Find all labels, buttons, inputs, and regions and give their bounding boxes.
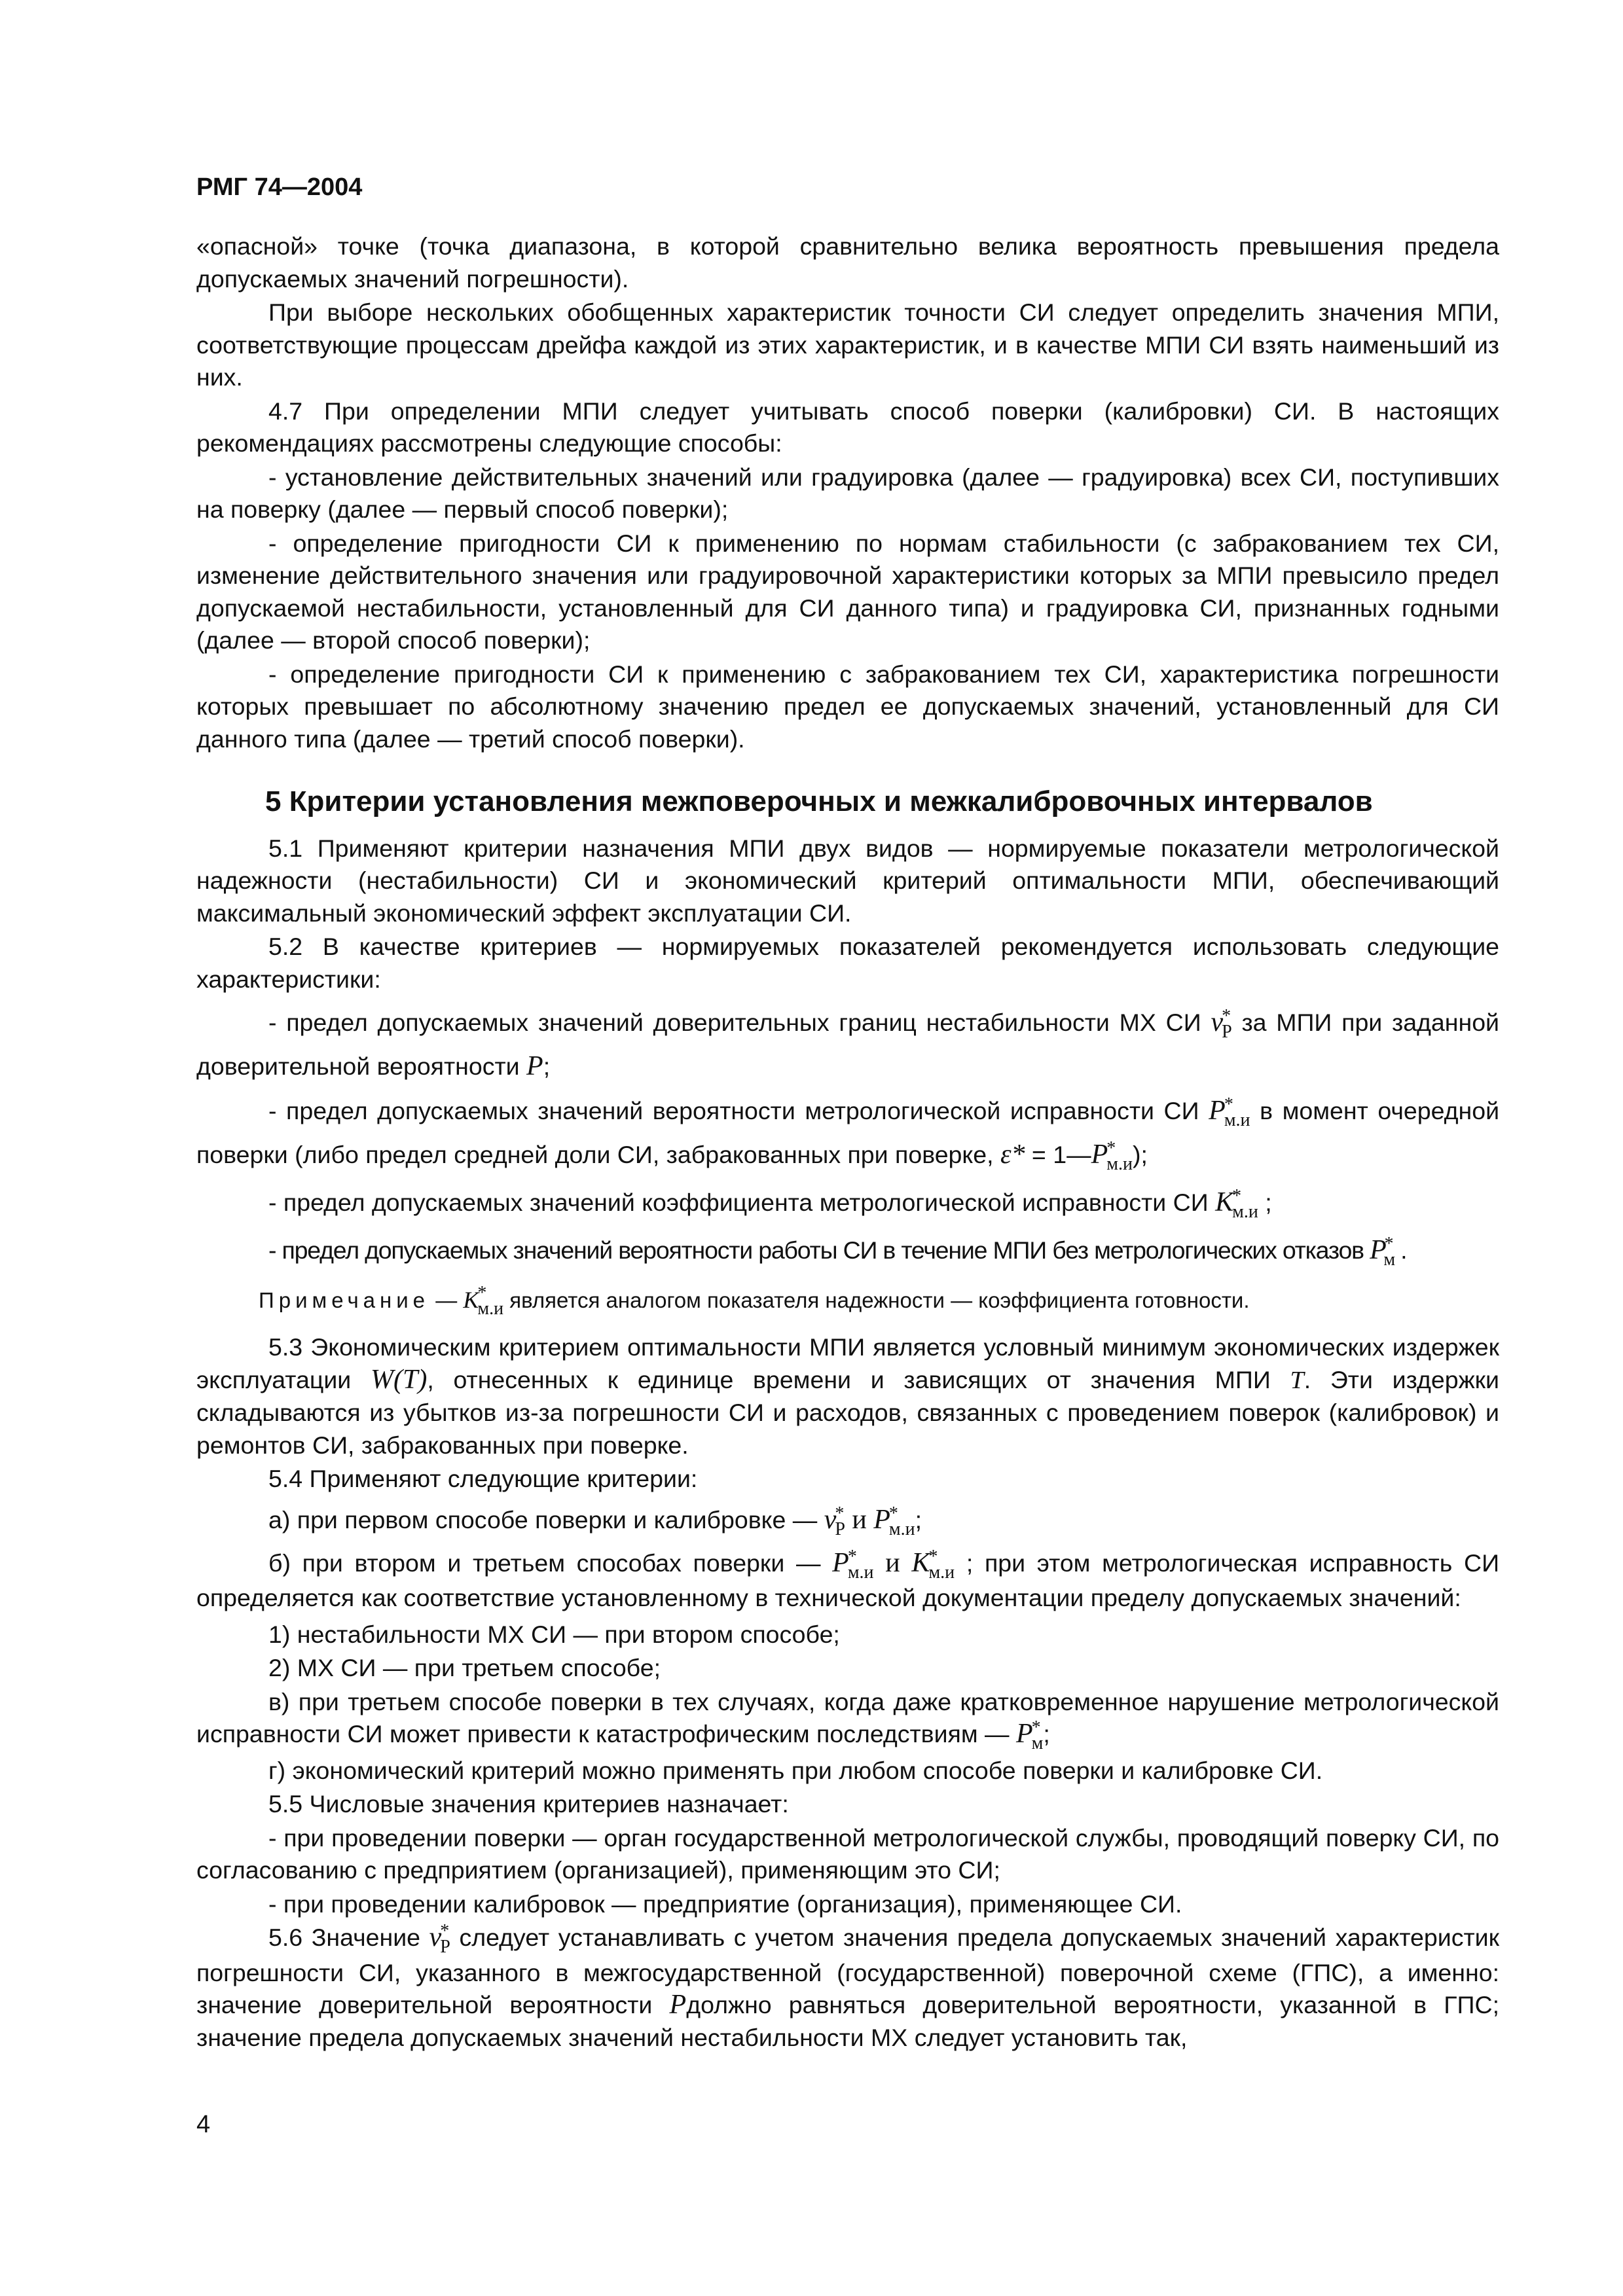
criterion-b: б) при втором и третьем способах поверки — $P^*_{м.и}$ и $K^*_{м.и}$ ; при этом метрологическая исправность СИ определяется как соответствие установленному в технической документации пределу допускаемых значений:: [196, 1546, 1500, 1611]
list-item: - при проведении калибровок — предприятие (организация), применяющее СИ.: [268, 1890, 1182, 1918]
paragraph-5-6: 5.6 Значение $\nu^*_P$ следует устанавливать с учетом значения предела допускаемых значений характеристик погрешности СИ, указанного в межгосударственной (государственной) поверочной схеме (ГПС), а именно: значение доверительной вероятности Pдолжно равняться доверительной вероятности, указанной в ГПС; значение предела допускаемых значений нестабильности МХ следует установить так,: [196, 1921, 1500, 2051]
list-item: - при проведении поверки — орган государственной метрологической службы, проводящий поверку СИ, по согласованию с предприятием (организацией), применяющим это СИ;: [196, 1823, 1499, 1884]
formula-w-t: W(T): [371, 1364, 428, 1395]
formula-nu-p: $\nu^*_P$: [824, 1503, 845, 1539]
section-heading: 5 Критерии установления межповерочных и межкалибровочных интервалов: [265, 785, 1373, 817]
formula-k-mi: $K^*_{м.и}$: [463, 1283, 504, 1319]
note: Примечание — $K^*_{м.и}$ является аналогом показателя надежности — коэффициента готовности.: [259, 1283, 1250, 1319]
paragraph-5-1: 5.1 Применяют критерии назначения МПИ двух видов — нормируемые показатели метрологической надежности (нестабильности) СИ и экономический критерий оптимальности МПИ, обеспечивающий максимальный экономический эффект эксплуатации СИ.: [196, 834, 1499, 927]
formula-p-mi: $P^*_{м.и}$: [1091, 1138, 1133, 1174]
criterion-v: в) при третьем способе поверки в тех случаях, когда даже кратковременное нарушение метрологической исправности СИ может привести к катастрофическим последствиям — $P^*_м$;: [196, 1687, 1499, 1753]
formula-p-mi: $P^*_{м.и}$: [1209, 1094, 1250, 1130]
paragraph: «опасной» точке (точка диапазона, в которой сравнительно велика вероятность превышения предела допускаемых значений погрешности).: [196, 232, 1499, 293]
list-item: - установление действительных значений или градуировка (далее — градуировка) всех СИ, поступивших на поверку (далее — первый способ поверки);: [196, 463, 1499, 523]
paragraph-5-4: 5.4 Применяют следующие критерии:: [268, 1465, 698, 1492]
paragraph-5-2: 5.2 В качестве критериев — нормируемых показателей рекомендуется использовать следующие характеристики:: [196, 933, 1499, 993]
formula-nu-p: $\nu^*_P$: [429, 1921, 450, 1957]
paragraph: При выборе нескольких обобщенных характеристик точности СИ следует определить значения МПИ, соответствующие процессам дрейфа каждой из этих характеристик, и в качестве МПИ СИ взять наименьший из них.: [196, 298, 1499, 391]
formula-nu-p: $\nu^*_P$: [1211, 1006, 1232, 1042]
criterion-g: г) экономический критерий можно применять при любом способе поверки и калибровке СИ.: [268, 1756, 1323, 1784]
formula-p-m: $P^*_м$: [1370, 1234, 1395, 1270]
paragraph-5-3: 5.3 Экономическим критерием оптимальности МПИ является условный минимум экономических издержек эксплуатации W(T), отнесенных к единице времени и зависящих от значения МПИ T. Эти издержки складываются из убытков из-за погрешности СИ и расходов, связанных с проведением поверок (калибровок) и ремонтов СИ, забракованных при поверке.: [196, 1333, 1500, 1459]
formula-k-mi: $K^*_{м.и}$: [1215, 1186, 1258, 1222]
document-header: РМГ 74—2004: [196, 173, 363, 201]
body-text: [196, 230, 1499, 2054]
list-item: - определение пригодности СИ к применению с забракованием тех СИ, характеристика погрешности которых превышает по абсолютному значению предел ее допускаемых значений, установленный для СИ данного типа (далее — третий способ поверки).: [196, 660, 1499, 753]
criterion-item-1: - предел допускаемых значений доверительных границ нестабильности МХ СИ $\nu^*_P$ за МПИ при заданной доверительной вероятности P;: [196, 1006, 1500, 1081]
document-page: [196, 173, 1499, 2055]
formula-p-m: $P^*_м$: [1015, 1717, 1044, 1753]
list-item: 2) МХ СИ — при третьем способе;: [268, 1654, 661, 1681]
paragraph-4-7: 4.7 При определении МПИ следует учитывать способ поверки (калибровки) СИ. В настоящих рекомендациях рассмотрены следующие способы:: [196, 397, 1499, 457]
criterion-a: а) при первом способе поверки и калибровке — $\nu^*_P$ и $P^*_{м.и}$;: [268, 1503, 922, 1539]
list-item: 1) нестабильности МХ СИ — при втором способе;: [268, 1620, 840, 1648]
note-label: Примечание: [259, 1288, 430, 1312]
criterion-item-4: - предел допускаемых значений вероятности работы СИ в течение МПИ без метрологических отказов $P^*_м$ .: [268, 1234, 1407, 1270]
criterion-item-3: - предел допускаемых значений коэффициента метрологической исправности СИ $K^*_{м.и}$ ;: [268, 1186, 1272, 1222]
formula-p-mi: $P^*_{м.и}$: [832, 1546, 874, 1583]
criterion-item-2: - предел допускаемых значений вероятности метрологической исправности СИ $P^*_{м.и}$ в момент очередной поверки (либо предел средней доли СИ, забракованных при поверке, $\varepsilon* = 1—P^*_{м.и}$);: [196, 1094, 1500, 1174]
formula-p-mi: $P^*_{м.и}$: [873, 1503, 915, 1539]
formula-k-mi: $K^*_{м.и}$: [911, 1546, 955, 1583]
page-number: 4: [196, 2111, 211, 2138]
paragraph-5-5: 5.5 Числовые значения критериев назначает:: [268, 1790, 789, 1818]
list-item: - определение пригодности СИ к применению по нормам стабильности (с забракованием тех СИ, изменение действительного значения или градуировочной характеристики которых за МПИ превысило предел допускаемой нестабильности, установленный для СИ данного типа) и градуировка СИ, признанных годными (далее — второй способ поверки);: [196, 529, 1499, 654]
